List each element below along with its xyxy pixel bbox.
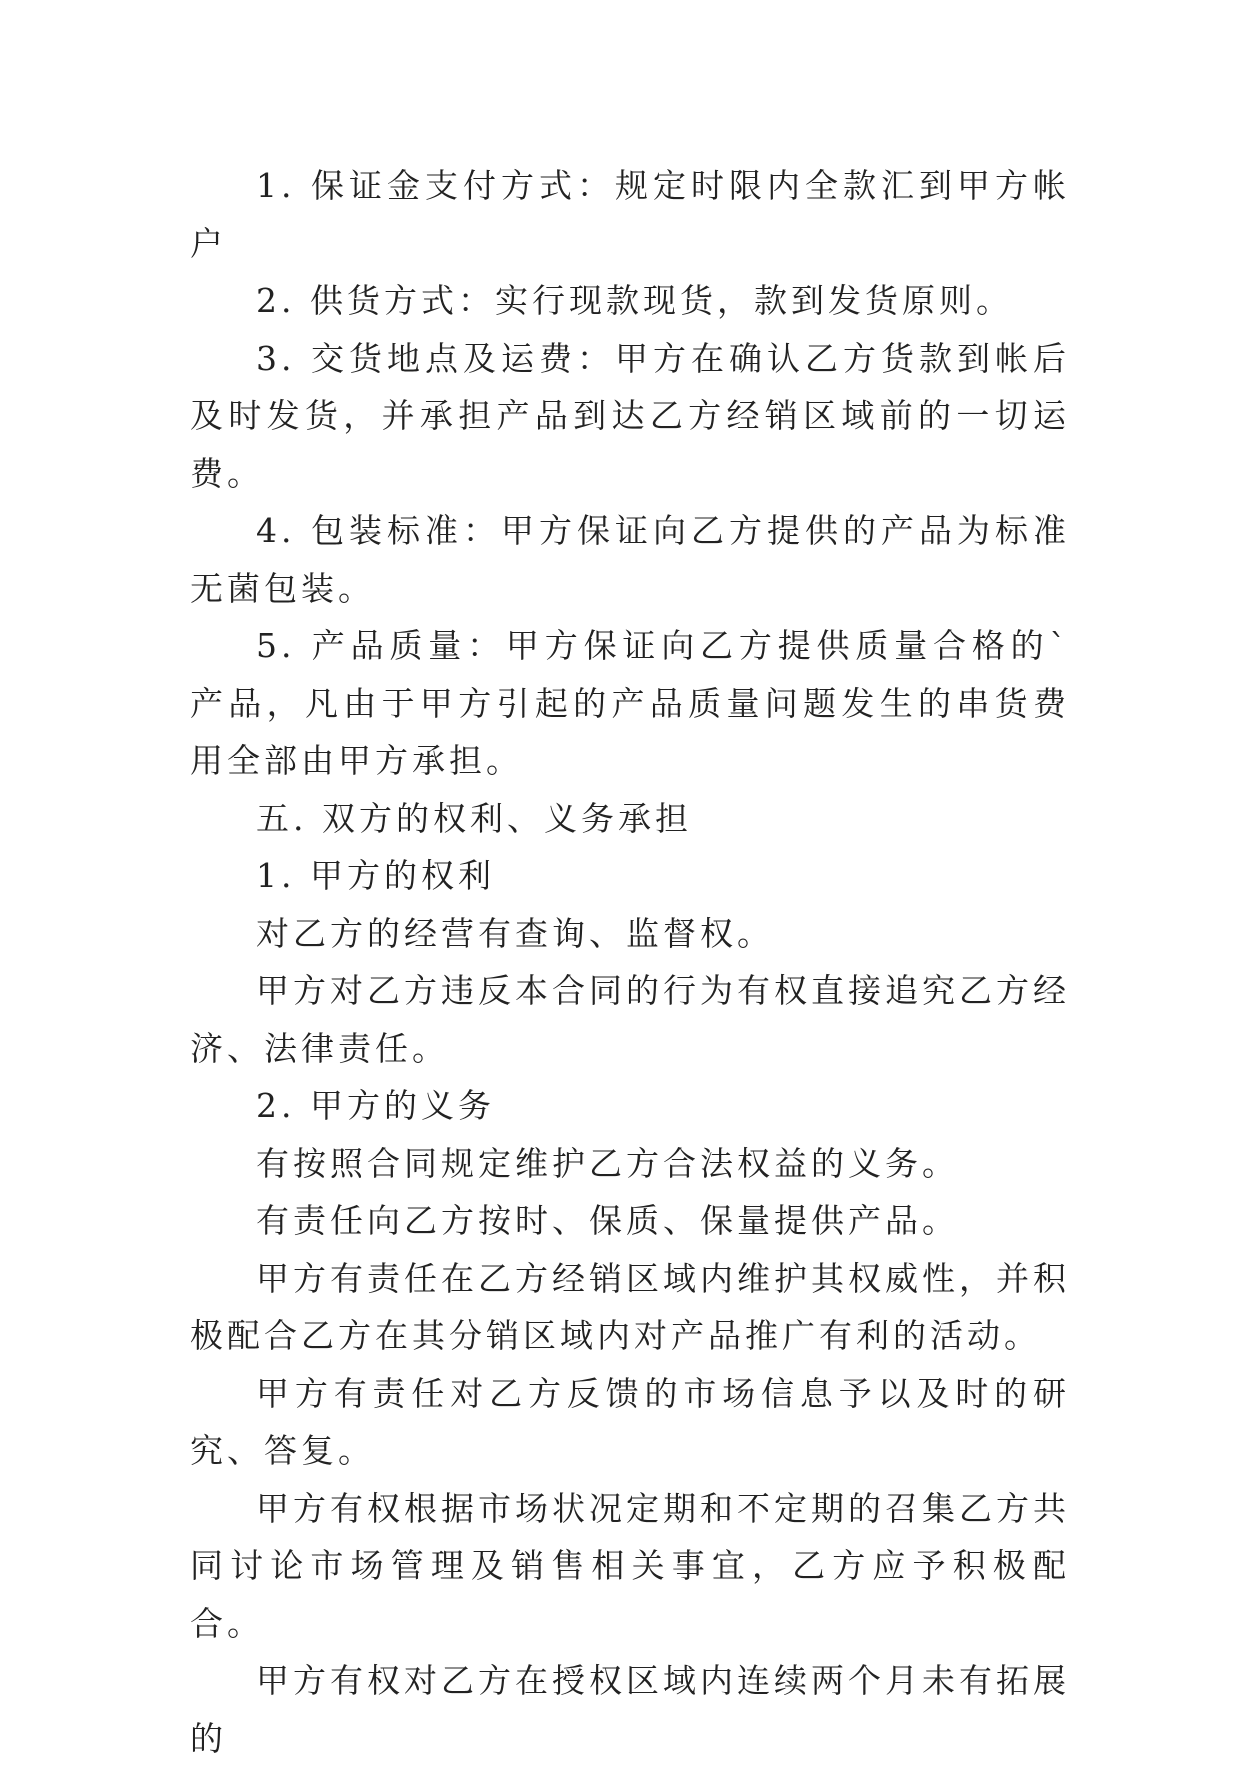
document-body bbox=[190, 157, 1070, 1767]
paragraph-product-quality: 5. 产品质量：甲方保证向乙方提供质量合格的`产品，凡由于甲方引起的产品质量问题发生的串货费用全部由甲方承担。 bbox=[190, 626, 1070, 780]
paragraph-inspection-right: 对乙方的经营有查询、监督权。 bbox=[256, 913, 774, 953]
paragraph-packaging: 4. 包装标准：甲方保证向乙方提供的产品为标准无菌包装。 bbox=[190, 511, 1070, 608]
paragraph-authority-duty: 甲方有责任在乙方经销区域内维护其权威性，并积极配合乙方在其分销区域内对产品推广有利的活动。 bbox=[190, 1258, 1070, 1355]
paragraph-meeting-right: 甲方有权根据市场状况定期和不定期的召集乙方共同讨论市场管理及销售相关事宜，乙方应予积极配合。 bbox=[190, 1488, 1070, 1643]
paragraph-supply-duty: 有责任向乙方按时、保质、保量提供产品。 bbox=[256, 1201, 959, 1240]
paragraph-liability-right: 甲方对乙方违反本合同的行为有权直接追究乙方经济、法律责任。 bbox=[190, 971, 1070, 1068]
subheading-party-a-obligations: 2. 甲方的义务 bbox=[256, 1086, 495, 1125]
paragraph-feedback-duty: 甲方有责任对乙方反馈的市场信息予以及时的研究、答复。 bbox=[190, 1373, 1070, 1470]
paragraph-protect-rights: 有按照合同规定维护乙方合法权益的义务。 bbox=[256, 1143, 959, 1183]
paragraph-supply-method: 2. 供货方式：实行现款现货，款到发货原则。 bbox=[256, 281, 1013, 320]
paragraph-deposit-payment: 1. 保证金支付方式：规定时限内全款汇到甲方帐户 bbox=[190, 166, 1070, 263]
paragraph-territory-right: 甲方有权对乙方在授权区域内连续两个月未有拓展的 bbox=[190, 1661, 1070, 1758]
paragraph-delivery-freight: 3. 交货地点及运费：甲方在确认乙方货款到帐后及时发货，并承担产品到达乙方经销区域前的一切运费。 bbox=[190, 338, 1070, 493]
subheading-party-a-rights: 1. 甲方的权利 bbox=[256, 856, 495, 895]
section-heading-rights-obligations: 五. 双方的权利、义务承担 bbox=[256, 798, 692, 838]
